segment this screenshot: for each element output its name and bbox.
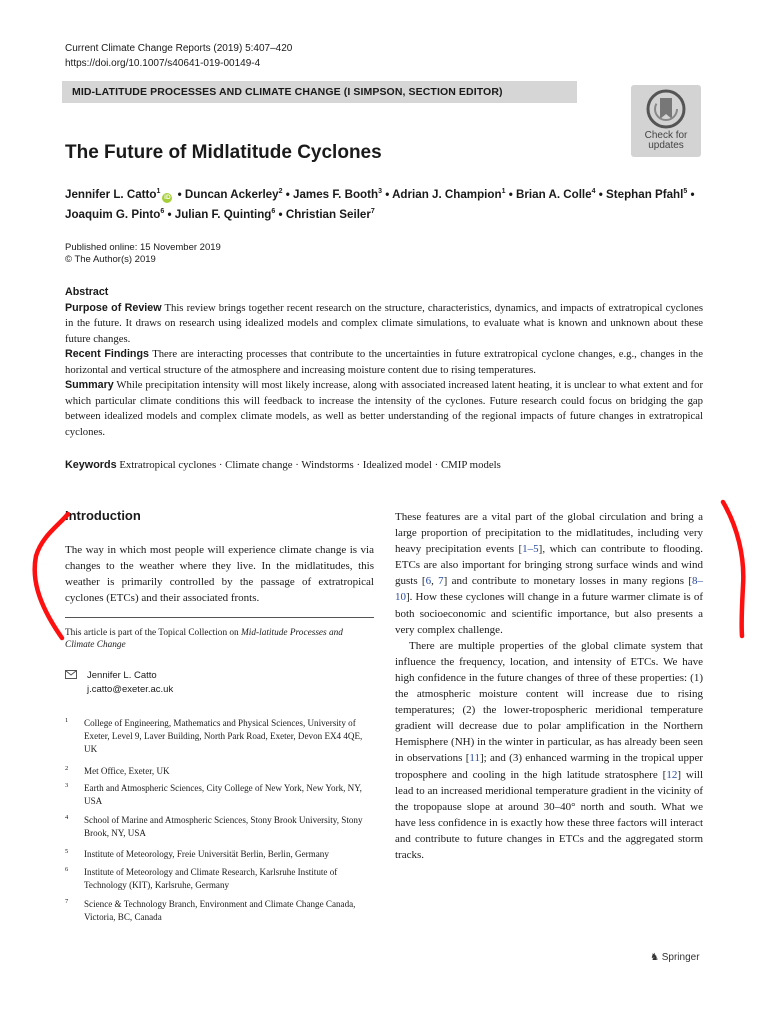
author-affiliation-marker: 6: [271, 208, 276, 215]
contact-name: Jennifer L. Catto: [87, 670, 157, 681]
copyright: © The Author(s) 2019: [65, 253, 156, 265]
text-run: ] will lead to an increased meridional temperature gradient in the vicinity of the tropopause slope at around 30–40° north and south. What we have less confidence in is exactly how these three factors will interact and contribute to future changes in ETCs and the aggregated storm tracks.: [395, 768, 703, 861]
affiliation-number: 3: [65, 782, 69, 789]
author-affiliation-marker: 4: [591, 188, 596, 195]
publisher-name: Springer: [661, 952, 700, 963]
author-name[interactable]: James F. Booth: [293, 188, 379, 201]
doi-link[interactable]: https://doi.org/10.1007/s40641-019-00149-4: [65, 58, 261, 69]
author-list: [65, 183, 715, 223]
keywords-label: Keywords: [65, 459, 117, 471]
introduction-heading: Introduction: [65, 508, 141, 523]
author-separator: •: [285, 188, 290, 201]
footnote-divider: [65, 617, 374, 618]
author-affiliation-marker: 1: [156, 188, 161, 195]
abstract-purpose: [65, 301, 703, 348]
author-line-1: [65, 183, 715, 203]
affiliation-number: 4: [65, 814, 69, 821]
purpose-label: Purpose of Review: [65, 301, 162, 314]
author-name[interactable]: Brian A. Colle: [516, 188, 592, 201]
author-name[interactable]: Julian F. Quinting: [174, 208, 272, 221]
abstract-summary: [65, 378, 703, 440]
summary-text: While precipitation intensity will most likely increase, along with associated increased latent heating, it is unclear to what extent and for which particular climate conditions this will feedback to increase the intensity of the cyclones. Future research could focus on bridging the gap between idealized models and complex climate models, as well as better understanding of the regional impacts of future changes in extratropical cyclones.: [65, 379, 703, 438]
check-updates-label-2: updates: [648, 140, 684, 151]
author-separator: •: [508, 188, 513, 201]
publication-info: [65, 242, 221, 265]
body-paragraph-2: [395, 638, 703, 863]
text-run: These features are a vital part of the global circulation and bring a large proportion of precipitation to the midlatitudes, including very heavy precipitation events [: [395, 511, 703, 556]
orcid-icon[interactable]: iD: [164, 194, 171, 201]
affiliation-item: [65, 848, 374, 861]
topical-collection-note: [65, 627, 374, 651]
citation-link[interactable]: 12: [666, 768, 678, 781]
affiliation-number: 5: [65, 848, 69, 855]
red-annotation-bracket-right: [715, 496, 755, 646]
check-for-updates-button[interactable]: [631, 85, 701, 157]
text-run: ] and contribute to monetary losses in many regions [: [443, 575, 693, 588]
author-name[interactable]: Duncan Ackerley: [184, 188, 279, 201]
author-name[interactable]: Jennifer L. Catto: [65, 188, 157, 201]
bookmark-ribbon-icon: [646, 89, 686, 129]
envelope-icon: [65, 670, 77, 684]
springer-horse-icon: ♞: [650, 952, 659, 963]
author-affiliation-marker: 7: [370, 208, 375, 215]
affiliation-number: 7: [65, 898, 69, 905]
abstract-findings: [65, 347, 703, 378]
citation-link[interactable]: 7: [438, 575, 444, 588]
affiliation-number: 6: [65, 866, 69, 873]
affiliation-text: Science & Technology Branch, Environment and Climate Change Canada, Victoria, BC, Canada: [84, 899, 356, 922]
published-date: Published online: 15 November 2019: [65, 242, 221, 253]
affiliation-text: College of Engineering, Mathematics and Physical Sciences, University of Exeter, Level 9, Laver Building, North Park Road, Exeter, Devon EX4 4QE, UK: [84, 718, 363, 754]
citation-link[interactable]: 1–5: [522, 543, 539, 556]
author-separator: •: [385, 188, 390, 201]
affiliation-item: [65, 898, 374, 924]
corresponding-author: [65, 669, 173, 697]
collection-note-prefix: This article is part of the Topical Collection on: [65, 628, 242, 638]
publisher-logo: [650, 952, 700, 963]
text-run: ]; and (3) enhanced warming in the tropical upper troposphere and cooling in the high latitude stratosphere [: [395, 752, 703, 781]
author-affiliation-marker: 6: [160, 208, 165, 215]
author-separator: •: [598, 188, 603, 201]
keywords: [65, 459, 705, 471]
author-separator: •: [278, 208, 283, 221]
author-affiliation-marker: 2: [278, 188, 283, 195]
journal-name: Current Climate Change Reports (2019) 5:407–420: [65, 43, 293, 54]
affiliation-item: [65, 814, 374, 840]
author-line-2: [65, 203, 715, 223]
affiliation-text: Institute of Meteorology and Climate Research, Karlsruhe Institute of Technology (KIT), Karlsruhe, Germany: [84, 867, 338, 890]
section-banner: MID-LATITUDE PROCESSES AND CLIMATE CHANGE (I SIMPSON, SECTION EDITOR): [62, 81, 577, 103]
author-name[interactable]: Christian Seiler: [285, 208, 371, 221]
author-separator: •: [177, 188, 182, 201]
author-name[interactable]: Stephan Pfahl: [606, 188, 684, 201]
text-run: ,: [431, 575, 439, 588]
citation-link[interactable]: 11: [469, 752, 480, 765]
check-updates-label: Check for: [644, 130, 688, 141]
affiliation-item: [65, 765, 374, 778]
body-paragraph-1: [395, 509, 703, 638]
text-run: There are multiple properties of the global climate system that influence the frequency, location, and intensity of ETCs. We have high confidence in the future changes of three of these properties: (1) the atmospheric moisture content will increase due to rising temperatures; (2) the lower-tropospheric meridional temperature gradient will decrease due to polar amplification in the Northern Hemisphere (NH) in the winter in particular, as has already been seen in observations [: [395, 639, 703, 765]
author-affiliation-marker: 5: [683, 188, 688, 195]
introduction-paragraph: The way in which most people will experience climate change is via changes to the weather where they live. In the midlatitudes, this weather is primarily controlled by the passage of extratropical cyclones (ETCs) and their associated fronts.: [65, 544, 374, 605]
author-affiliation-marker: 1: [501, 188, 506, 195]
abstract-block: [65, 285, 703, 440]
affiliation-item: [65, 717, 374, 756]
summary-label: Summary: [65, 379, 114, 391]
text-run: ], which can contribute to flooding. ETCs are also important for bringing strong surface winds and wind gusts [: [395, 543, 703, 588]
right-column-text: [395, 509, 703, 863]
author-name[interactable]: Joaquim G. Pinto: [65, 208, 161, 221]
citation-link[interactable]: 8–10: [395, 575, 704, 604]
affiliation-item: [65, 866, 374, 892]
author-name[interactable]: Adrian J. Champion: [392, 188, 502, 201]
affiliation-text: School of Marine and Atmospheric Sciences, Stony Brook University, Stony Brook, NY, USA: [84, 815, 363, 838]
affiliation-item: [65, 782, 374, 808]
citation-link[interactable]: 6: [425, 575, 432, 588]
affiliation-number: 2: [65, 765, 69, 772]
contact-email-link[interactable]: j.catto@exeter.ac.uk: [87, 684, 174, 695]
affiliation-number: 1: [65, 717, 69, 724]
author-separator: •: [167, 208, 172, 221]
affiliation-text: Met Office, Exeter, UK: [84, 766, 170, 776]
collection-topic: Mid-latitude Processes and Climate Change: [65, 628, 343, 650]
keywords-text: Extratropical cyclones · Climate change · Windstorms · Idealized model · CMIP models: [119, 459, 501, 471]
findings-label: Recent Findings: [65, 348, 149, 360]
author-separator: •: [690, 188, 695, 201]
author-affiliation-marker: 3: [378, 188, 382, 195]
purpose-text: This review brings together recent research on the structure, characteristics, dynamics, and impacts of extratropical cyclones in the future. It draws on research using idealized models and complex climate simulations, to evaluate what is known and unknown about these future changes.: [65, 301, 704, 345]
affiliation-text: Institute of Meteorology, Freie Universität Berlin, Berlin, Germany: [84, 849, 329, 859]
text-run: ]. How these cyclones will change in a future warmer climate is of both socioeconomic and scientific importance, but also presents a very complex challenge.: [395, 591, 703, 636]
paper-title: The Future of Midlatitude Cyclones: [65, 142, 382, 163]
abstract-heading: Abstract: [65, 286, 109, 298]
journal-citation: [65, 41, 292, 71]
affiliation-text: Earth and Atmospheric Sciences, City College of New York, New York, NY, USA: [84, 783, 362, 806]
findings-text: There are interacting processes that contribute to the uncertainties in future extratropical cyclone changes, e.g., changes in the horizontal and vertical structure of the atmosphere and increasing moisture content due to rising temperatures.: [65, 348, 703, 376]
